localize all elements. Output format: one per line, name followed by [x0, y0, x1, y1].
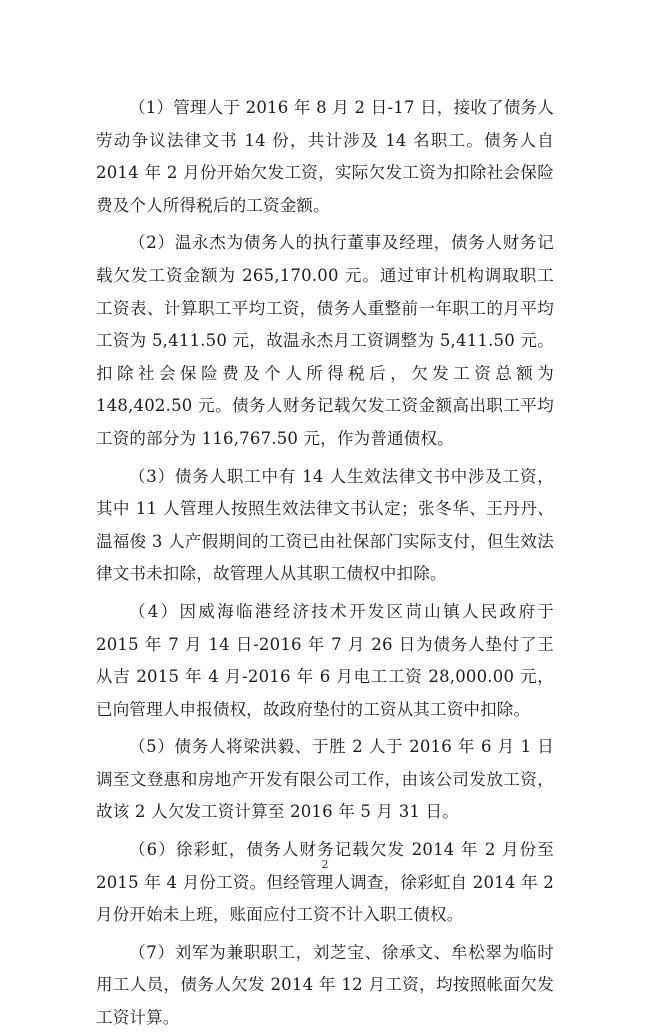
- paragraph-1: （1）管理人于 2016 年 8 月 2 日-17 日，接收了债务人劳动争议法律文书 14 份，共计涉及 14 名职工。债务人自 2014 年 2 月份开始欠发工资，实际欠发工资为扣除社会保险费及个人所得税后的工资金额。: [96, 98, 554, 215]
- paragraph-7: （7）刘军为兼职职工，刘芝宝、徐承文、牟松翠为临时用工人员，债务人欠发 2014 年 12 月工资，均按照帐面欠发工资计算。: [96, 942, 554, 1028]
- paragraph-2: （2）温永杰为债务人的执行董事及经理，债务人财务记载欠发工资金额为 265,170.00 元。通过审计机构调取职工工资表、计算职工平均工资，债务人重整前一年职工的月平均工资为 5,411.50 元，故温永杰月工资调整为 5,411.50 元。扣除社会保险费及个人所得税后，欠发工资总额为 148,402.50 元。债务人财务记载欠发工资金额高出职工平均工资的部分为 116,767.50 元，作为普通债权。: [96, 233, 554, 448]
- paragraph-6: （6）徐彩虹，债务人财务记载欠发 2014 年 2 月份至 2015 年 4 月份工资。但经管理人调查，徐彩虹自 2014 年 2 月份开始未上班，账面应付工资不计入职工债权。: [96, 840, 554, 925]
- paragraph-3: （3）债务人职工中有 14 人生效法律文书中涉及工资，其中 11 人管理人按照生效法律文书认定；张冬华、王丹丹、温福俊 3 人产假期间的工资已由社保部门实际支付，但生效法律文书未扣除，故管理人从其职工债权中扣除。: [96, 466, 554, 584]
- paragraph-5: （5）债务人将梁洪毅、于胜 2 人于 2016 年 6 月 1 日调至文登惠和房地产开发有限公司工作，由该公司发放工资，故该 2 人欠发工资计算至 2016 年 5 月 31 日。: [96, 737, 554, 822]
- paragraph-4: （4）因威海临港经济技术开发区苘山镇人民政府于 2015 年 7 月 14 日-2016 年 7 月 26 日为债务人垫付了王从吉 2015 年 4 月-2016 年 6 月电工工资 28,000.00 元，已向管理人申报债权，故政府垫付的工资从其工资中扣除。: [96, 601, 554, 719]
- page-number: 2: [321, 858, 329, 871]
